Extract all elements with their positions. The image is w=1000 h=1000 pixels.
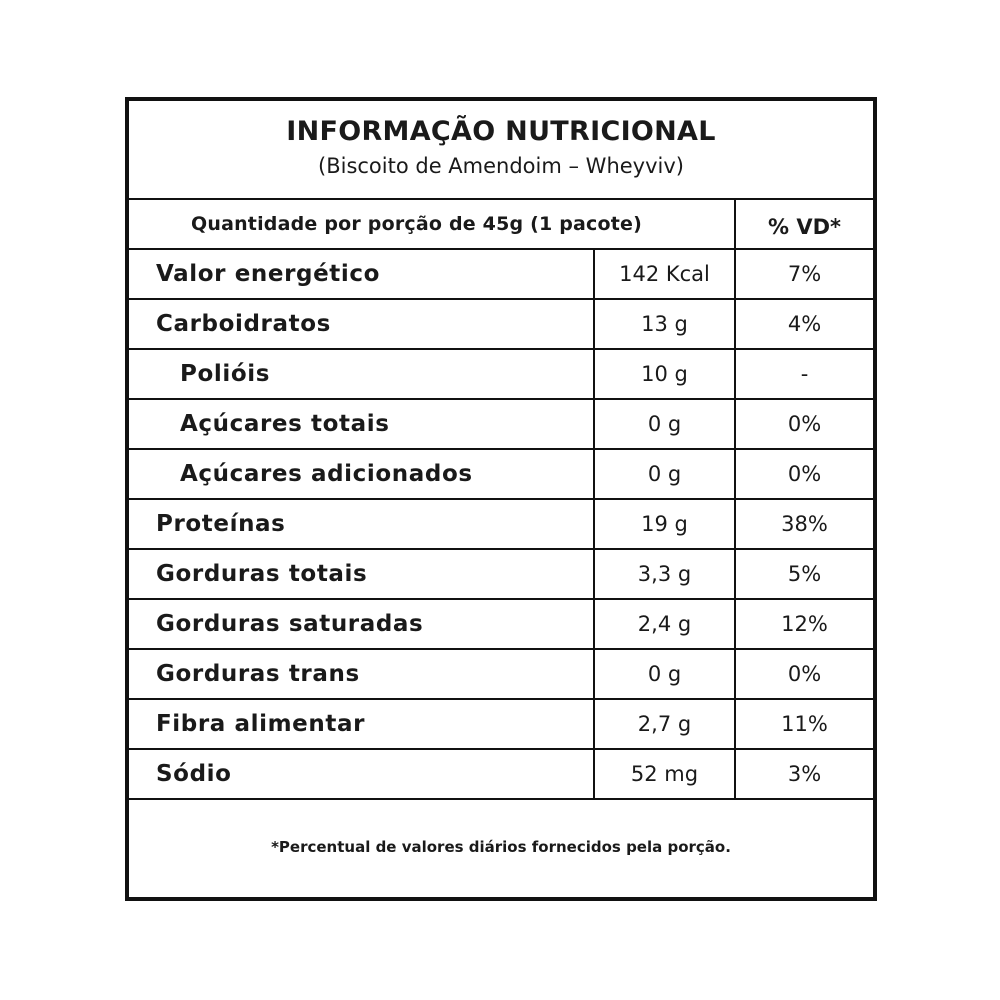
nutrient-name: Valor energético: [129, 250, 595, 298]
nutrient-vd: 4%: [787, 312, 822, 336]
table-row: [129, 400, 873, 450]
nutrient-name: Polióis: [129, 350, 595, 398]
nutrient-vd: 38%: [781, 512, 828, 536]
nutrient-amount: 142 Kcal: [595, 250, 736, 298]
nutrient-vd: 12%: [781, 612, 828, 636]
nutrient-name: Açúcares adicionados: [129, 450, 595, 498]
nutrient-name: Carboidratos: [129, 300, 595, 348]
nutrient-name: Gorduras trans: [129, 650, 595, 698]
nutrient-amount: 52 mg: [595, 750, 736, 798]
nutrient-vd: 0%: [787, 412, 822, 436]
footnote: *Percentual de valores diários fornecidos pela porção.: [271, 837, 731, 856]
table-row: [129, 550, 873, 600]
nutrient-name: Fibra alimentar: [129, 700, 595, 748]
table-row: [129, 300, 873, 350]
serving-size-label: Quantidade por porção de 45g (1 pacote): [129, 200, 736, 248]
nutrition-header: [129, 101, 873, 200]
table-row: [129, 700, 873, 750]
table-row: [129, 350, 873, 400]
nutrient-vd: 3%: [787, 762, 822, 786]
nutrient-amount: 0 g: [595, 400, 736, 448]
nutrient-name: Gorduras saturadas: [129, 600, 595, 648]
vd-column-header: % VD*: [767, 215, 842, 239]
table-row: [129, 600, 873, 650]
nutrient-vd: -: [800, 362, 809, 386]
nutrient-amount: 2,4 g: [595, 600, 736, 648]
nutrient-name: Gorduras totais: [129, 550, 595, 598]
nutrient-vd: 7%: [787, 262, 822, 286]
table-row: [129, 750, 873, 800]
page-title: INFORMAÇÃO NUTRICIONAL: [286, 116, 716, 147]
nutrient-amount: 10 g: [595, 350, 736, 398]
nutrient-name: Sódio: [129, 750, 595, 798]
product-subtitle: (Biscoito de Amendoim – Wheyviv): [318, 154, 684, 178]
serving-row: [129, 200, 873, 250]
table-row: [129, 650, 873, 700]
nutrient-vd: 11%: [781, 712, 828, 736]
nutrient-vd: 0%: [787, 462, 822, 486]
nutrient-amount: 3,3 g: [595, 550, 736, 598]
nutrient-vd: 0%: [787, 662, 822, 686]
nutrient-amount: 2,7 g: [595, 700, 736, 748]
nutrition-facts-panel: [125, 97, 877, 901]
nutrient-vd: 5%: [787, 562, 822, 586]
nutrient-amount: 0 g: [595, 650, 736, 698]
table-row: [129, 250, 873, 300]
nutrient-name: Proteínas: [129, 500, 595, 548]
nutrient-amount: 19 g: [595, 500, 736, 548]
nutrient-amount: 0 g: [595, 450, 736, 498]
table-row: [129, 500, 873, 550]
nutrient-name: Açúcares totais: [129, 400, 595, 448]
nutrient-amount: 13 g: [595, 300, 736, 348]
table-row: [129, 450, 873, 500]
